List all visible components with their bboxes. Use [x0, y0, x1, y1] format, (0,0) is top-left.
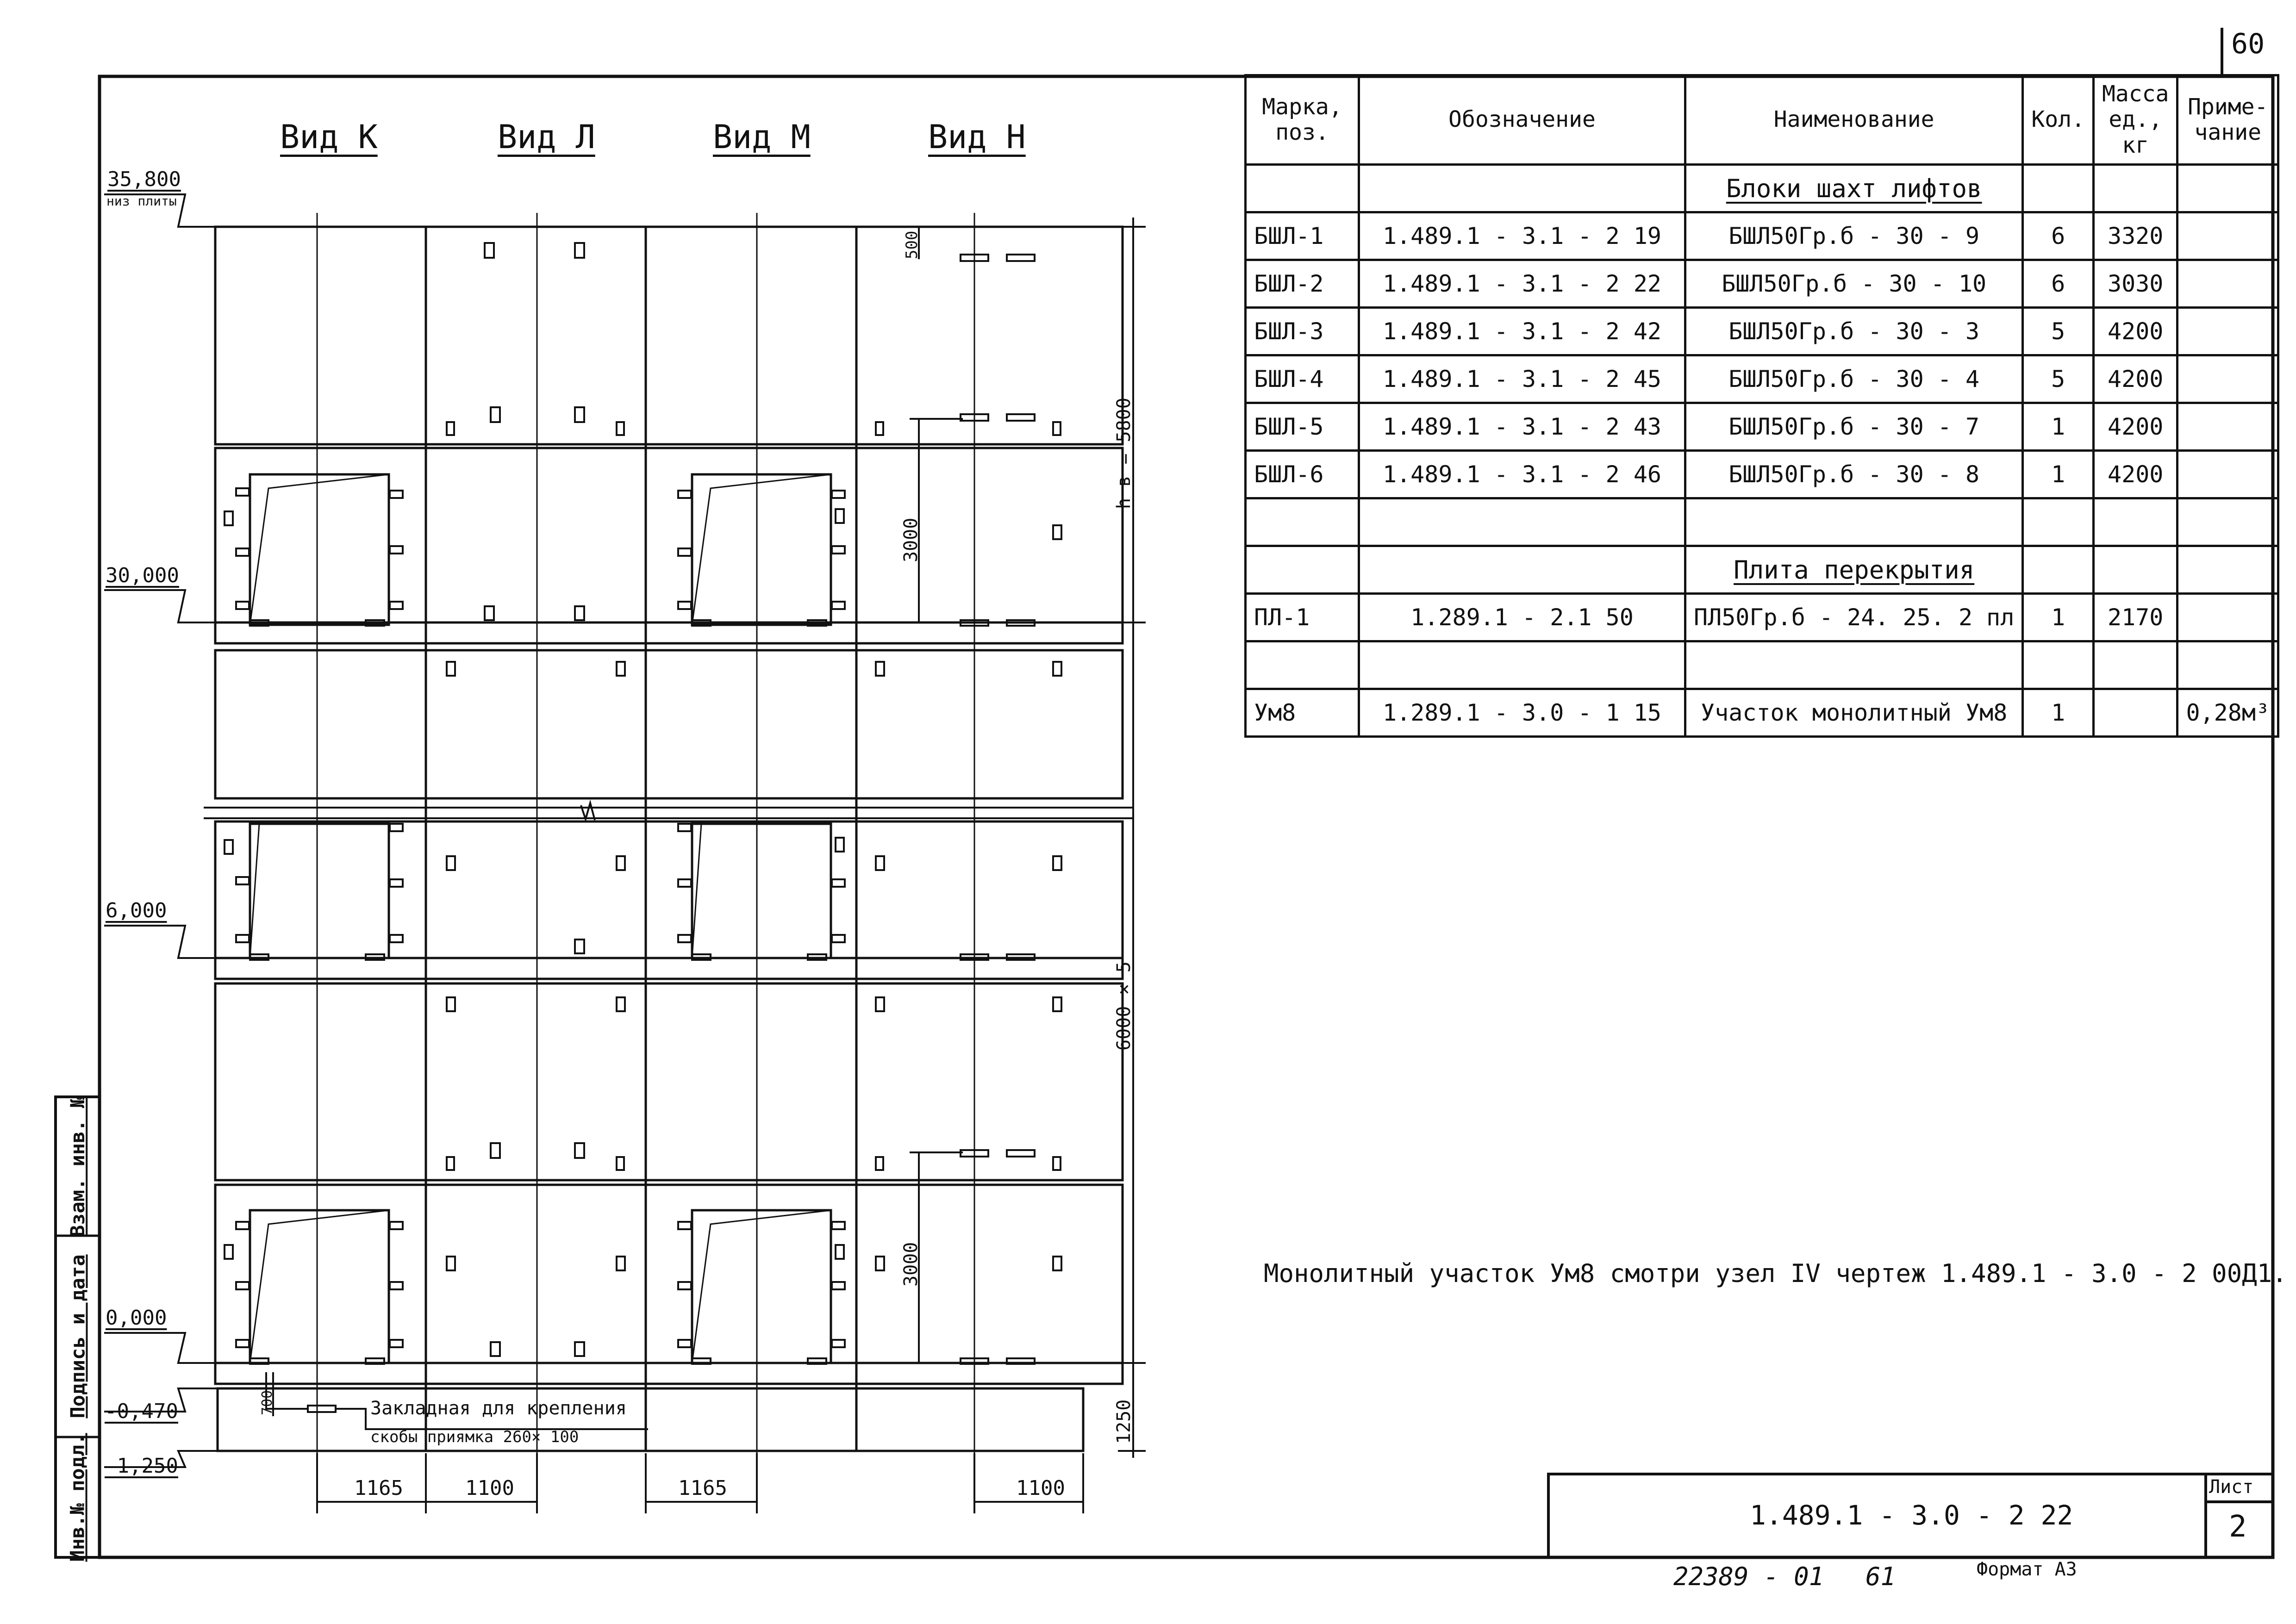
cell-qty: 1	[2023, 451, 2094, 498]
table-row	[1246, 594, 2278, 641]
cell-code: 1.489.1 - 3.1 - 2 43	[1359, 403, 1685, 451]
cell-mass: 4200	[2093, 355, 2177, 403]
cell-note	[2177, 260, 2278, 308]
cell-qty: 6	[2023, 212, 2094, 260]
footer-page-number: 61	[1866, 1562, 1896, 1591]
title-block-sheet-label: Лист	[2209, 1476, 2254, 1498]
header-mass: Масса ед., кг	[2093, 75, 2177, 165]
corner-sheet-number: 60	[2231, 28, 2265, 60]
callout-line-2: скобы приямка 260× 100	[370, 1428, 579, 1446]
drawing-note: Монолитный участок Ум8 смотри узел IV чертеж 1.489.1 - 3.0 - 2 00Д1.	[1264, 1259, 2287, 1288]
header-mark: Марка, поз.	[1246, 75, 1359, 165]
cell-mass: 2170	[2093, 594, 2177, 641]
table-row	[1246, 308, 2278, 355]
footer-inventory-number: 22389 - 01	[1673, 1562, 1824, 1591]
dim-3000-lower: 3000	[900, 1242, 922, 1287]
cell-mark: БШЛ-4	[1246, 355, 1359, 403]
cell-code: 1.489.1 - 3.1 - 2 46	[1359, 451, 1685, 498]
cell-code: 1.289.1 - 3.0 - 1 15	[1359, 689, 1685, 737]
elevation-minus-1250: -1,250	[105, 1454, 178, 1478]
cell-mass: 3320	[2093, 212, 2177, 260]
cell-mass: 4200	[2093, 451, 2177, 498]
cell-name: БШЛ50Гр.б - 30 - 9	[1685, 212, 2023, 260]
dim-1165-right: 1165	[678, 1476, 727, 1500]
table-row	[1246, 212, 2278, 260]
elevation-top-note: низ плиты	[106, 193, 177, 209]
dim-hv-5800: h в = 5800	[1113, 398, 1135, 509]
side-stamp-inventory: Инв.№ подл.	[66, 1432, 89, 1562]
vertical-dimensions	[266, 218, 1146, 1458]
title-block-sheet-number: 2	[2229, 1510, 2247, 1544]
cell-mark: Ум8	[1246, 689, 1359, 737]
cell-mark: БШЛ-1	[1246, 212, 1359, 260]
cell-qty: 5	[2023, 308, 2094, 355]
table-row	[1246, 260, 2278, 308]
cell-mark: ПЛ-1	[1246, 594, 1359, 641]
section-row-slab	[1246, 546, 2278, 594]
specification-table	[1244, 74, 2279, 738]
cell-note	[2177, 403, 2278, 451]
table-row	[1246, 451, 2278, 498]
spec-header-row	[1246, 75, 2278, 165]
header-name: Наименование	[1685, 75, 2023, 165]
dim-1100-right: 1100	[1016, 1476, 1065, 1500]
cell-note	[2177, 212, 2278, 260]
cell-name: Участок монолитный Ум8	[1685, 689, 2023, 737]
elevation-0000: 0,000	[106, 1306, 167, 1330]
elevation-30000: 30,000	[106, 564, 179, 587]
elevation-6000: 6,000	[106, 899, 167, 922]
footer-format: Формат А3	[1977, 1559, 2077, 1580]
cell-qty: 6	[2023, 260, 2094, 308]
dim-6000x5: 6000 × 5	[1113, 961, 1135, 1051]
cell-name: БШЛ50Гр.б - 30 - 8	[1685, 451, 2023, 498]
cell-mark: БШЛ-6	[1246, 451, 1359, 498]
cell-qty: 1	[2023, 689, 2094, 737]
elevation-top: 35,800	[107, 168, 181, 191]
view-title-n: Вид Н	[928, 118, 1026, 156]
dim-700: 700	[259, 1390, 275, 1415]
cell-qty: 5	[2023, 355, 2094, 403]
door-frames	[250, 474, 831, 1363]
dim-500: 500	[903, 230, 921, 259]
cell-qty: 1	[2023, 403, 2094, 451]
cell-mass: 4200	[2093, 308, 2177, 355]
section-title-slab: Плита перекрытия	[1734, 555, 1975, 585]
header-note: Приме- чание	[2177, 75, 2278, 165]
cell-qty: 1	[2023, 594, 2094, 641]
table-row	[1246, 403, 2278, 451]
table-row	[1246, 355, 2278, 403]
side-stamp-replacement: Взам. инв. №	[66, 1096, 89, 1237]
cell-name: БШЛ50Гр.б - 30 - 10	[1685, 260, 2023, 308]
side-stamp-signature: Подпись и дата	[66, 1254, 89, 1419]
cell-code: 1.489.1 - 3.1 - 2 42	[1359, 308, 1685, 355]
dim-1165-left: 1165	[354, 1476, 403, 1500]
cell-note	[2177, 308, 2278, 355]
elevation-leaders	[104, 194, 218, 1467]
cell-name: БШЛ50Гр.б - 30 - 7	[1685, 403, 2023, 451]
cell-name: ПЛ50Гр.б - 24. 25. 2 пл	[1685, 594, 2023, 641]
table-row	[1246, 689, 2278, 737]
cell-note	[2177, 594, 2278, 641]
cell-code: 1.289.1 - 2.1 50	[1359, 594, 1685, 641]
dim-1100-left: 1100	[465, 1476, 514, 1500]
cell-mass: 4200	[2093, 403, 2177, 451]
callout-line-1: Закладная для крепления	[370, 1398, 627, 1419]
cell-mark: БШЛ-5	[1246, 403, 1359, 451]
view-title-l: Вид Л	[498, 118, 595, 156]
cell-code: 1.489.1 - 3.1 - 2 19	[1359, 212, 1685, 260]
header-qty: Кол.	[2023, 75, 2094, 165]
view-title-m: Вид М	[713, 118, 811, 156]
table-row-empty	[1246, 498, 2278, 546]
dim-3000-upper: 3000	[900, 517, 922, 562]
cell-note: 0,28м³	[2177, 689, 2278, 737]
cell-mark: БШЛ-2	[1246, 260, 1359, 308]
cell-mass: 3030	[2093, 260, 2177, 308]
cell-mark: БШЛ-3	[1246, 308, 1359, 355]
view-title-k: Вид К	[280, 118, 378, 156]
section-row-blocks	[1246, 165, 2278, 212]
cell-name: БШЛ50Гр.б - 30 - 3	[1685, 308, 2023, 355]
elevation-minus-0470: -0,470	[105, 1400, 178, 1423]
cell-mass	[2093, 689, 2177, 737]
cell-code: 1.489.1 - 3.1 - 2 45	[1359, 355, 1685, 403]
cell-name: БШЛ50Гр.б - 30 - 4	[1685, 355, 2023, 403]
cell-note	[2177, 451, 2278, 498]
panel-stack	[204, 227, 1134, 1451]
header-code: Обозначение	[1359, 75, 1685, 165]
cell-code: 1.489.1 - 3.1 - 2 22	[1359, 260, 1685, 308]
cell-note	[2177, 355, 2278, 403]
title-block-code: 1.489.1 - 3.0 - 2 22	[1750, 1500, 2073, 1531]
section-title-blocks: Блоки шахт лифтов	[1726, 174, 1982, 203]
dim-1250: 1250	[1113, 1399, 1135, 1444]
table-row-empty	[1246, 641, 2278, 689]
